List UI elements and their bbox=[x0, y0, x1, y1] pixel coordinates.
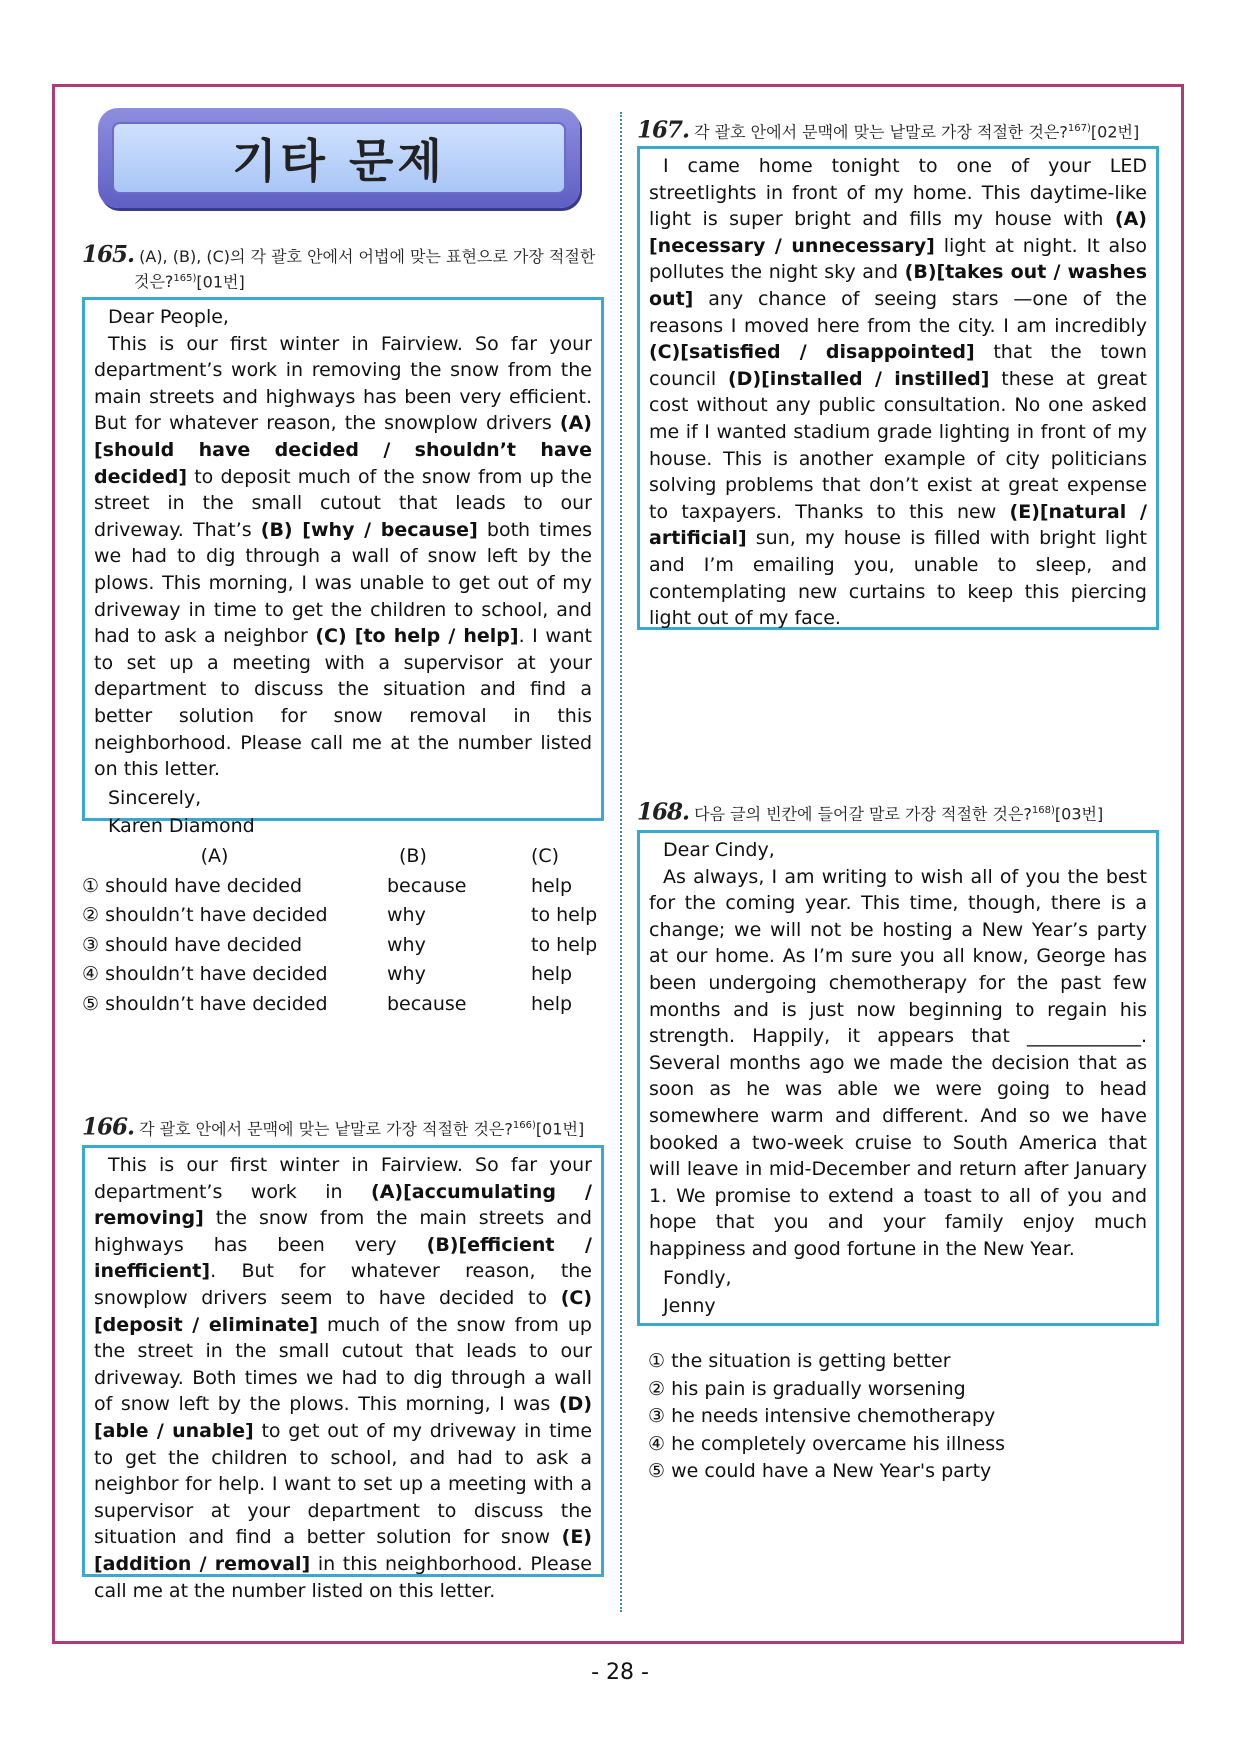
option-c: to help bbox=[531, 933, 598, 956]
option-a: should have decided bbox=[105, 874, 303, 897]
q166-bracket-d: (D)[able / unable] bbox=[94, 1393, 592, 1442]
q165-prompt-2: 것은? bbox=[134, 272, 174, 292]
q167-prompt: 각 괄호 안에서 문맥에 맞는 낱말로 가장 적절한 것은? bbox=[694, 122, 1068, 142]
section-title-inner bbox=[112, 122, 566, 194]
q166-header bbox=[82, 1115, 622, 1140]
q168-passage bbox=[637, 830, 1159, 1326]
q168-greeting: Dear Cindy, bbox=[663, 839, 775, 861]
q166-number: 166. bbox=[82, 1113, 135, 1141]
option-mark: ④ bbox=[82, 963, 100, 985]
page-number: - 28 - bbox=[591, 1660, 649, 1685]
q165-header-c: (C) bbox=[531, 845, 560, 867]
q166-text-5: to get out of my driveway in time to get the children to school, and had to ask a neighbor for help. I want to set up a meeting with a supervisor at your department to discuss the situation and find a better solution for snow bbox=[94, 1419, 593, 1549]
option-mark: ④ bbox=[648, 1432, 666, 1455]
option-text: the situation is getting better bbox=[671, 1350, 951, 1372]
q167-text-2: light at night. It also pollutes the night sky and bbox=[649, 234, 1147, 284]
q167-text-4: that the town council bbox=[649, 341, 1147, 390]
q168-signature: Jenny bbox=[663, 1295, 716, 1318]
q168-text-1: As always, I am writing to wish all of you the best for the coming year. This time, though, there is a change; we will not be hosting a New Year’s party at our home. As I’m sure you all know, George has been undergoing chemotherapy for the past few months and is just now beginning to regain his strength. Happily, it appears that bbox=[649, 865, 1147, 1048]
q165-header bbox=[82, 241, 602, 293]
section-title: 기타 문제 bbox=[232, 134, 446, 188]
q165-option-2[interactable] bbox=[82, 901, 597, 931]
q165-option-5[interactable] bbox=[82, 990, 597, 1020]
q168-number: 168. bbox=[637, 798, 690, 826]
q167-text-5: these at great cost without any public consultation. No one asked me if I wanted stadium grade lighting in front of my house. This is another example of city politicians solving problems that don’t exist at great expense to taxpayers. Thanks to this new bbox=[649, 367, 1147, 523]
q168-closing: Fondly, bbox=[663, 1266, 732, 1289]
q165-body bbox=[94, 331, 592, 783]
option-c: help bbox=[531, 992, 573, 1015]
q165-text-4: . I want to set up a meeting with a supervisor at your department to discuss the situation and find a better solution for snow removal in this neighborhood. Please call me at the number listed on this letter. bbox=[94, 625, 592, 781]
option-a: shouldn’t have decided bbox=[105, 992, 328, 1015]
q167-body bbox=[649, 153, 1147, 632]
q166-bracket-c: (C)[deposit / eliminate] bbox=[94, 1286, 592, 1336]
q165-options-header bbox=[82, 842, 597, 872]
option-text: his pain is gradually worsening bbox=[671, 1377, 966, 1400]
q165-option-1[interactable] bbox=[82, 872, 597, 902]
q168-blank: ____________ bbox=[1026, 1025, 1141, 1048]
q168-ref: 168) bbox=[1031, 805, 1055, 816]
q165-closing: Sincerely, bbox=[108, 786, 202, 809]
q167-bracket-e: (E)[natural / artificial] bbox=[649, 500, 1147, 550]
q168-option-1[interactable] bbox=[648, 1348, 1005, 1376]
q167-text-6: sun, my house is filled with bright light and I’m emailing you, unable to sleep, and contemplating new curtains to keep this piercing light out of my face. bbox=[649, 527, 1147, 630]
option-b: because bbox=[387, 992, 467, 1015]
q166-passage bbox=[82, 1145, 604, 1602]
q168-option-2[interactable] bbox=[648, 1376, 1005, 1404]
q167-bracket-a: (A)[necessary / unnecessary] bbox=[649, 208, 1147, 257]
option-mark: ② bbox=[82, 904, 100, 926]
q166-ref: 166) bbox=[512, 1120, 536, 1131]
q167-ref: 167) bbox=[1067, 123, 1091, 134]
q165-number: 165. bbox=[82, 241, 135, 268]
option-mark: ⑤ bbox=[82, 992, 100, 1015]
q166-bracket-a: (A)[accumulating / removing] bbox=[94, 1180, 592, 1230]
option-a: should have decided bbox=[105, 933, 303, 956]
option-b: because bbox=[387, 874, 467, 897]
option-a: shouldn’t have decided bbox=[105, 904, 328, 926]
option-b: why bbox=[387, 933, 426, 956]
q166-body bbox=[94, 1152, 592, 1604]
q165-prompt-1: (A), (B), (C)의 각 괄호 안에서 어법에 맞는 표현으로 가장 적절한 bbox=[139, 247, 596, 266]
q165-bracket-b: (B) [why / because] bbox=[260, 518, 478, 541]
q166-text-2: the snow from the main streets and highways has been very bbox=[94, 1207, 592, 1256]
q165-header-a: (A) bbox=[200, 845, 229, 867]
q168-option-3[interactable] bbox=[648, 1403, 1005, 1431]
q166-text-1: This is our first winter in Fairview. So far your department’s work in bbox=[94, 1154, 592, 1203]
q165-bracket-a: (A) [should have decided / shouldn’t have decided] bbox=[94, 412, 592, 488]
q165-option-4[interactable] bbox=[82, 960, 597, 990]
q167-header bbox=[637, 118, 1177, 143]
option-c: to help bbox=[531, 904, 598, 926]
option-c: help bbox=[531, 874, 573, 897]
q166-text-3: . But for whatever reason, the snowplow drivers seem to have decided to bbox=[94, 1260, 592, 1309]
option-mark: ② bbox=[648, 1377, 666, 1400]
q165-header-b: (B) bbox=[399, 845, 427, 867]
option-mark: ③ bbox=[648, 1405, 666, 1427]
option-text: he needs intensive chemotherapy bbox=[671, 1405, 996, 1427]
q166-tag: [01번] bbox=[535, 1119, 585, 1139]
option-b: why bbox=[387, 904, 426, 926]
q165-tag: [01번] bbox=[196, 272, 245, 292]
q167-bracket-d: (D)[installed / instilled] bbox=[727, 367, 990, 390]
option-text: he completely overcame his illness bbox=[671, 1432, 1006, 1455]
option-b: why bbox=[387, 963, 426, 985]
q166-prompt: 각 괄호 안에서 문맥에 맞는 낱말로 가장 적절한 것은? bbox=[139, 1119, 513, 1139]
option-mark: ① bbox=[82, 874, 100, 897]
option-c: help bbox=[531, 963, 573, 985]
q168-prompt: 다음 글의 빈칸에 들어갈 말로 가장 적절한 것은? bbox=[694, 804, 1032, 824]
q165-greeting: Dear People, bbox=[108, 306, 229, 328]
q168-options bbox=[648, 1348, 1005, 1486]
q168-body bbox=[649, 864, 1147, 1263]
q168-option-4[interactable] bbox=[648, 1431, 1005, 1459]
q165-text-3: both times we had to dig through a wall of snow left by the plows. This morning, I was unable to get out of my driveway in time to get the children to school, and had to ask a neighbor bbox=[94, 518, 592, 648]
q167-tag: [02번] bbox=[1090, 122, 1140, 142]
q167-number: 167. bbox=[637, 116, 690, 144]
q166-text-4: much of the snow from up the street in the small cutout that leads to our driveway. Both times we had to dig through a wall of snow left by the plows. This morning, I was bbox=[94, 1313, 592, 1416]
q165-text-1: This is our first winter in Fairview. So far your department’s work in removing the snow from the main streets and highways has been very efficient. But for whatever reason, the snowplow drivers bbox=[94, 332, 592, 435]
q165-ref: 165) bbox=[173, 273, 197, 284]
q167-bracket-c: (C)[satisfied / disappointed] bbox=[649, 341, 975, 364]
q167-bracket-b: (B)[takes out / washes out] bbox=[649, 261, 1148, 310]
q167-text-3: any chance of seeing stars —one of the reasons I moved here from the city. I am incredibly bbox=[649, 287, 1147, 337]
q168-tag: [03번] bbox=[1054, 804, 1104, 824]
column-divider bbox=[620, 112, 622, 1612]
q168-text-2: . Several months ago we made the decision that as soon as he was able we were going to head somewhere warm and different. And so we have booked a two-week cruise to South America that will leave in mid-December and return after January 1. We promise to extend a toast to all of you and hope that you and your family enjoy much happiness and good fortune in the New Year. bbox=[649, 1025, 1147, 1260]
q166-bracket-e: (E)[addition / removal] bbox=[94, 1526, 592, 1575]
q168-option-5[interactable] bbox=[648, 1458, 1005, 1486]
option-mark: ⑤ bbox=[648, 1460, 666, 1482]
option-mark: ③ bbox=[82, 933, 100, 956]
option-mark: ① bbox=[648, 1350, 666, 1372]
q166-text-6: in this neighborhood. Please call me at the number listed on this letter. bbox=[94, 1552, 592, 1602]
option-a: shouldn’t have decided bbox=[105, 963, 328, 985]
q165-bracket-c: (C) [to help / help] bbox=[315, 625, 519, 648]
q166-bracket-b: (B)[efficient / inefficient] bbox=[94, 1233, 592, 1283]
q165-option-3[interactable] bbox=[82, 931, 597, 961]
q168-header bbox=[637, 800, 1177, 825]
q165-signature: Karen Diamond bbox=[108, 815, 255, 838]
q165-options bbox=[82, 842, 597, 1019]
q167-text-1: I came home tonight to one of your LED streetlights in front of my home. This daytime-like light is super bright and fills my house with bbox=[649, 155, 1147, 231]
section-title-banner bbox=[98, 108, 580, 208]
option-text: we could have a New Year's party bbox=[671, 1460, 992, 1482]
q165-passage bbox=[82, 297, 604, 838]
q167-passage bbox=[637, 146, 1159, 630]
q165-text-2: to deposit much of the snow from up the street in the small cutout that leads to our driveway. That’s bbox=[94, 465, 592, 541]
